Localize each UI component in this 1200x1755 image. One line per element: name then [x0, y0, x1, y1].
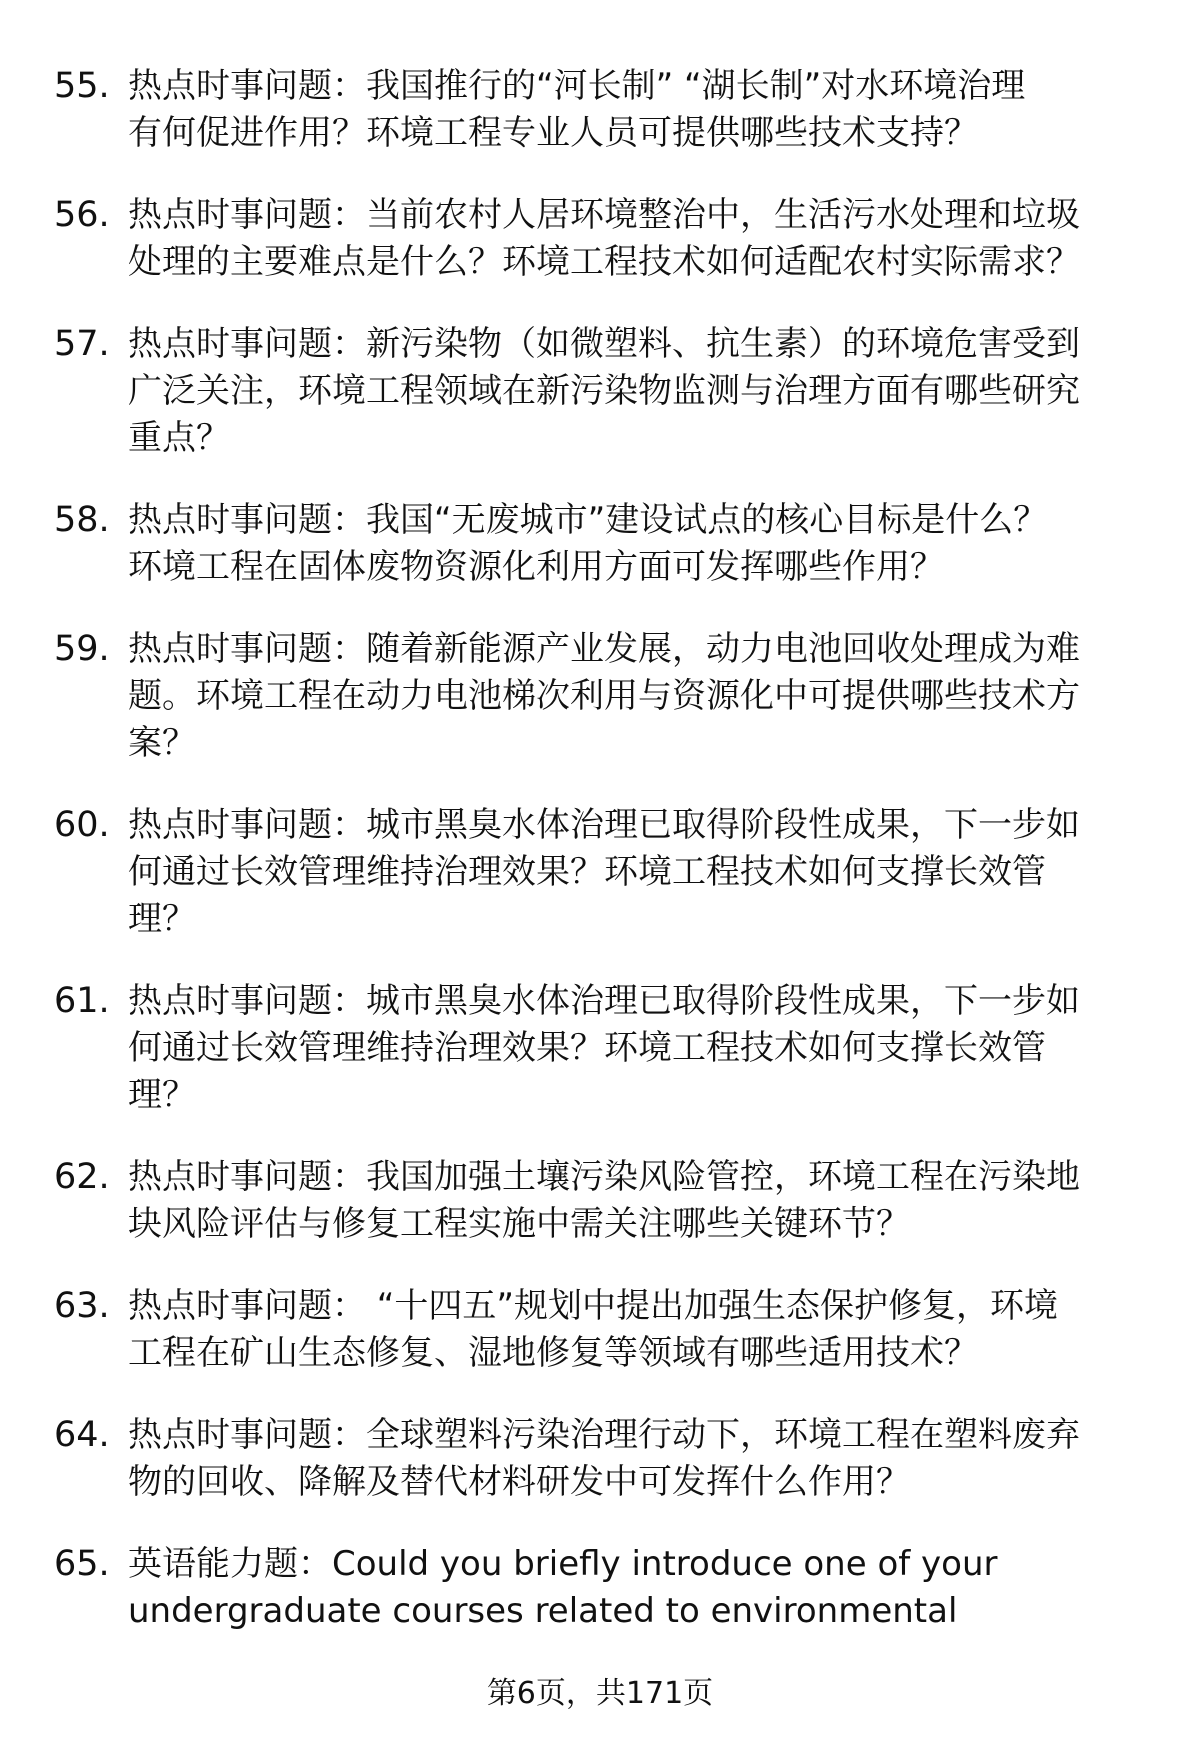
- question-text-line: 英语能力题：Could you briefly introduce one of your: [128, 1544, 998, 1584]
- question-text: [128, 192, 1168, 286]
- question-number: 57.: [54, 324, 110, 364]
- question-text-line: 案？: [128, 723, 196, 763]
- question-item: [0, 978, 1200, 1119]
- question-text-line: 热点时事问题：新污染物（如微塑料、抗生素）的环境危害受到: [128, 324, 1080, 364]
- question-text-line: 环境工程在固体废物资源化利用方面可发挥哪些作用？: [128, 547, 944, 587]
- question-text-line: undergraduate courses related to environmental: [128, 1591, 958, 1631]
- question-item: [0, 497, 1200, 591]
- question-text: [128, 1283, 1168, 1377]
- question-text-line: 热点时事问题：当前农村人居环境整治中，生活污水处理和垃圾: [128, 195, 1080, 235]
- question-number: 58.: [54, 500, 110, 540]
- question-text-line: 何通过长效管理维持治理效果？环境工程技术如何支撑长效管: [128, 852, 1046, 892]
- question-item: [0, 1154, 1200, 1248]
- question-text-line: 热点时事问题：城市黑臭水体治理已取得阶段性成果，下一步如: [128, 805, 1080, 845]
- question-item: [0, 321, 1200, 462]
- question-item: [0, 1283, 1200, 1377]
- question-number: 60.: [54, 805, 110, 845]
- question-number: 56.: [54, 195, 110, 235]
- question-text-line: 热点时事问题：我国加强土壤污染风险管控，环境工程在污染地: [128, 1157, 1080, 1197]
- question-number: 64.: [54, 1415, 110, 1455]
- question-text-line: 有何促进作用？环境工程专业人员可提供哪些技术支持？: [128, 113, 978, 153]
- question-text-line: 热点时事问题：随着新能源产业发展，动力电池回收处理成为难: [128, 629, 1080, 669]
- question-text-line: 热点时事问题：城市黑臭水体治理已取得阶段性成果，下一步如: [128, 981, 1080, 1021]
- question-text-line: 热点时事问题：我国推行的“河长制” “湖长制”对水环境治理: [128, 66, 1026, 106]
- question-text-line: 理？: [128, 1075, 196, 1115]
- question-text: [128, 1412, 1168, 1506]
- question-text-line: 重点？: [128, 418, 230, 458]
- question-text: [128, 802, 1168, 943]
- question-text: [128, 63, 1168, 157]
- question-text-line: 块风险评估与修复工程实施中需关注哪些关键环节？: [128, 1204, 910, 1244]
- question-number: 59.: [54, 629, 110, 669]
- question-number: 65.: [54, 1544, 110, 1584]
- question-text: [128, 626, 1168, 767]
- question-item: [0, 63, 1200, 157]
- question-text-line: 理？: [128, 899, 196, 939]
- question-text-line: 热点时事问题：全球塑料污染治理行动下，环境工程在塑料废弃: [128, 1415, 1080, 1455]
- question-text-line: 何通过长效管理维持治理效果？环境工程技术如何支撑长效管: [128, 1028, 1046, 1068]
- question-text: [128, 1154, 1168, 1248]
- question-number: 55.: [54, 66, 110, 106]
- page-number: 第6页，共171页: [486, 1676, 714, 1711]
- question-item: [0, 1541, 1200, 1635]
- question-item: [0, 1412, 1200, 1506]
- question-text-line: 物的回收、降解及替代材料研发中可发挥什么作用？: [128, 1462, 910, 1502]
- question-text-line: 处理的主要难点是什么？环境工程技术如何适配农村实际需求？: [128, 242, 1080, 282]
- question-text: [128, 1541, 1168, 1635]
- question-number: 63.: [54, 1286, 110, 1326]
- question-number: 62.: [54, 1157, 110, 1197]
- question-item: [0, 192, 1200, 286]
- question-item: [0, 626, 1200, 767]
- question-item: [0, 802, 1200, 943]
- question-text-line: 广泛关注，环境工程领域在新污染物监测与治理方面有哪些研究: [128, 371, 1080, 411]
- question-list: [0, 63, 1200, 1670]
- question-text: [128, 321, 1168, 462]
- question-text-line: 热点时事问题：我国“无废城市”建设试点的核心目标是什么？: [128, 500, 1048, 540]
- question-text-line: 热点时事问题： “十四五”规划中提出加强生态保护修复，环境: [128, 1286, 1059, 1326]
- question-text: [128, 497, 1168, 591]
- question-text-line: 工程在矿山生态修复、湿地修复等领域有哪些适用技术？: [128, 1333, 978, 1373]
- question-text: [128, 978, 1168, 1119]
- question-text-line: 题。环境工程在动力电池梯次利用与资源化中可提供哪些技术方: [128, 676, 1080, 716]
- question-number: 61.: [54, 981, 110, 1021]
